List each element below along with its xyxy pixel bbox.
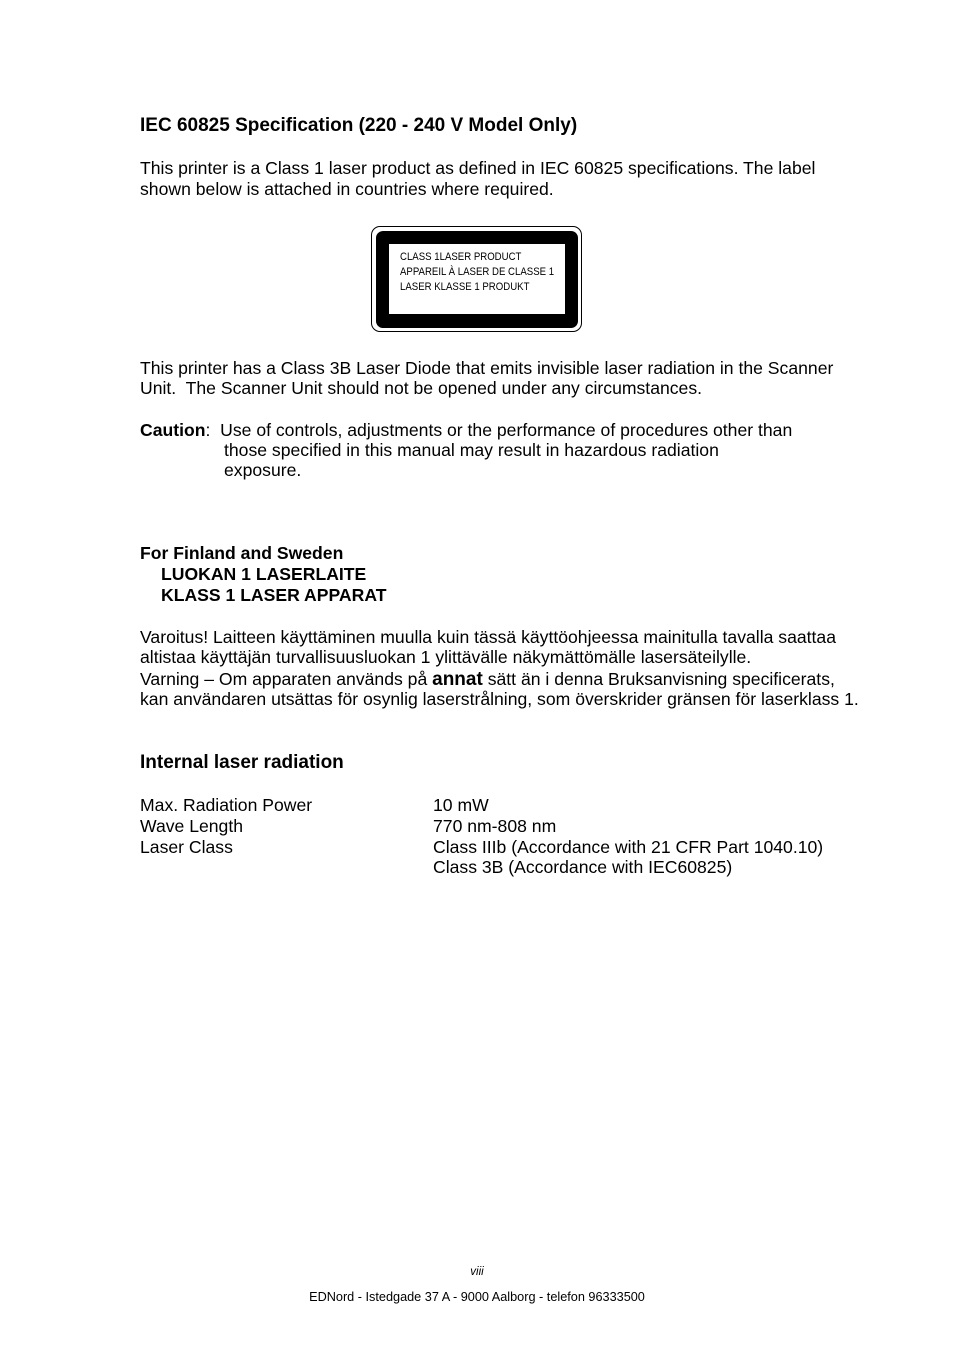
label-line-2: APPAREIL À LASER DE CLASSE 1 bbox=[400, 265, 555, 278]
varning-after: sätt än i denna Bruksanvisning specificerats, bbox=[482, 668, 835, 689]
spec-label-class: Laser Class bbox=[140, 836, 233, 857]
nordic-subline-2: KLASS 1 LASER APPARAT bbox=[161, 584, 387, 605]
spec-value-wavelength: 770 nm-808 nm bbox=[433, 815, 557, 836]
diode-line-1: This printer has a Class 3B Laser Diode that emits invisible laser radiation in the Scanner bbox=[140, 357, 834, 378]
nordic-heading: For Finland and Sweden bbox=[140, 542, 344, 563]
intro-line-2: shown below is attached in countries where required. bbox=[140, 179, 554, 199]
internal-laser-heading: Internal laser radiation bbox=[140, 752, 344, 773]
intro-line-1: This printer is a Class 1 laser product as defined in IEC 60825 specifications. The label bbox=[140, 158, 816, 178]
label-line-1: CLASS 1LASER PRODUCT bbox=[400, 250, 522, 263]
caution-line-1 bbox=[140, 420, 792, 441]
varning-line-2: kan användaren utsättas för osynlig laserstrålning, som överskrider gränsen för laserklass 1. bbox=[140, 688, 859, 709]
caution-text: : Use of controls, adjustments or the performance of procedures other than bbox=[205, 419, 793, 440]
label-line-3: LASER KLASSE 1 PRODUKT bbox=[400, 280, 530, 293]
spec-value-power: 10 mW bbox=[433, 794, 489, 815]
caution-line-2: those specified in this manual may result in hazardous radiation bbox=[224, 439, 719, 460]
nordic-subline-1: LUOKAN 1 LASERLAITE bbox=[161, 563, 367, 584]
spec-value-class-cfr: Class IIIb (Accordance with 21 CFR Part 1040.10) bbox=[433, 836, 824, 857]
varning-emphasis: annat bbox=[432, 668, 483, 690]
varoitus-line-2: altistaa käyttäjän turvallisuusluokan 1 ylittävälle näkymättömälle lasersäteilylle. bbox=[140, 646, 752, 667]
caution-line-3: exposure. bbox=[224, 459, 302, 480]
varoitus-line-1: Varoitus! Laitteen käyttäminen muulla kuin tässä käyttöohjeessa mainitulla tavalla saattaa bbox=[140, 626, 836, 647]
varning-line-1 bbox=[140, 669, 835, 690]
diode-line-2: Unit. The Scanner Unit should not be opened under any circumstances. bbox=[140, 377, 703, 398]
footer-address: EDNord - Istedgade 37 A - 9000 Aalborg - telefon 96333500 bbox=[309, 1289, 645, 1304]
varning-before: Varning – Om apparaten används på bbox=[140, 668, 433, 689]
caution-term: Caution bbox=[140, 419, 206, 440]
spec-label-wavelength: Wave Length bbox=[140, 815, 244, 836]
page-number: viii bbox=[470, 1266, 484, 1278]
spec-value-class-iec: Class 3B (Accordance with IEC60825) bbox=[433, 856, 733, 877]
iec-heading: IEC 60825 Specification (220 - 240 V Model Only) bbox=[140, 115, 578, 136]
spec-label-power: Max. Radiation Power bbox=[140, 794, 313, 815]
